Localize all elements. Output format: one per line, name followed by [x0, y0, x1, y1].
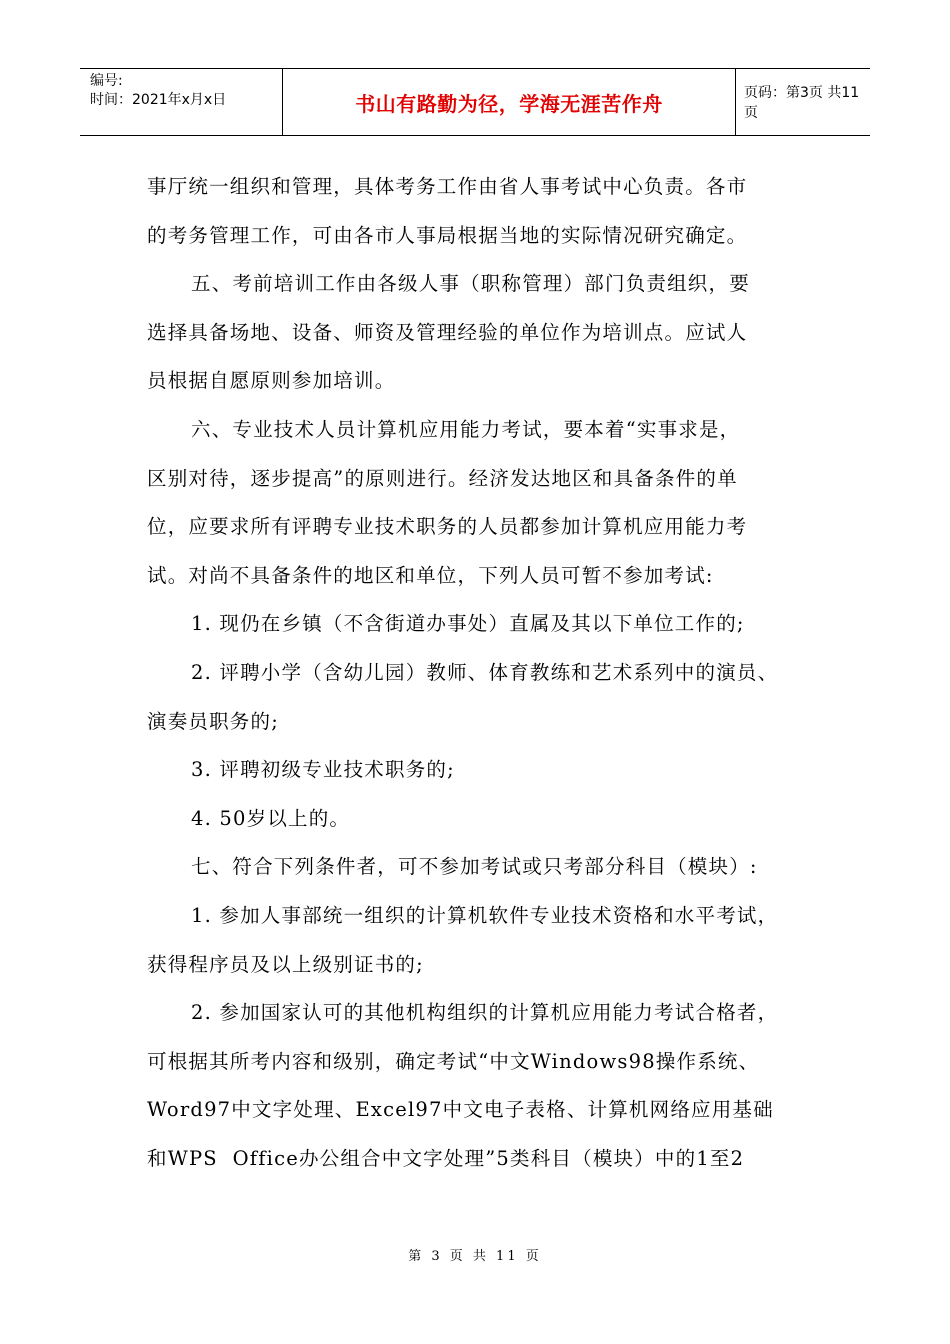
document-header: [80, 68, 870, 136]
page-footer: 第 3 页 共 11 页: [408, 1249, 542, 1264]
document-body: [147, 163, 812, 1183]
text-line: 位，应要求所有评聘专业技术职务的人员都参加计算机应用能力考: [147, 515, 748, 539]
text-line: 1. 现仍在乡镇（不含街道办事处）直属及其以下单位工作的;: [191, 612, 745, 636]
text-line: 1. 参加人事部统一组织的计算机软件专业技术资格和水平考试，: [191, 903, 779, 927]
text-line: 七、符合下列条件者，可不参加考试或只考部分科目（模块）:: [191, 855, 758, 879]
text-line: 4. 50岁以上的。: [191, 806, 351, 830]
text-line: 2. 评聘小学（含幼儿园）教师、体育教练和艺术系列中的演员、: [191, 660, 779, 684]
text-line: 五、考前培训工作由各级人事（职称管理）部门负责组织，要: [191, 272, 750, 296]
time-label: 时间：2021年x月x日: [90, 92, 227, 108]
text-line: 和WPS Office办公组合中文字处理”5类科目（模块）中的1至2: [147, 1146, 745, 1170]
text-line: 员根据自愿原则参加培训。: [147, 369, 396, 393]
text-line: 事厅统一组织和管理，具体考务工作由省人事考试中心负责。各市: [147, 175, 748, 198]
text-line: Word97中文字处理、Excel97中文电子表格、计算机网络应用基础: [147, 1098, 774, 1122]
text-line: 的考务管理工作，可由各市人事局根据当地的实际情况研究确定。: [147, 223, 748, 247]
text-line: 2. 参加国家认可的其他机构组织的计算机应用能力考试合格者，: [191, 1001, 779, 1025]
text-line: 试。对尚不具备条件的地区和单位，下列人员可暂不参加考试:: [147, 563, 714, 587]
text-line: 区别对待，逐步提高”的原则进行。经济发达地区和具备条件的单: [147, 466, 738, 490]
text-line: 演奏员职务的;: [147, 709, 279, 733]
text-line: 六、专业技术人员计算机应用能力考试，要本着“实事求是，: [191, 417, 741, 441]
header-motto: 书山有路勤为径，学海无涯苦作舟: [283, 69, 736, 135]
text-line: 可根据其所考内容和级别，确定考试“中文Windows98操作系统、: [147, 1049, 760, 1073]
text-line: 3. 评聘初级专业技术职务的;: [191, 758, 455, 782]
header-page-info: 页码：第3页 共11页: [744, 85, 860, 121]
header-meta-cell: [80, 69, 283, 135]
text-line: 选择具备场地、设备、师资及管理经验的单位作为培训点。应试人: [147, 320, 748, 344]
number-label: 编号:: [90, 73, 123, 89]
text-line: 获得程序员及以上级别证书的;: [147, 952, 424, 976]
